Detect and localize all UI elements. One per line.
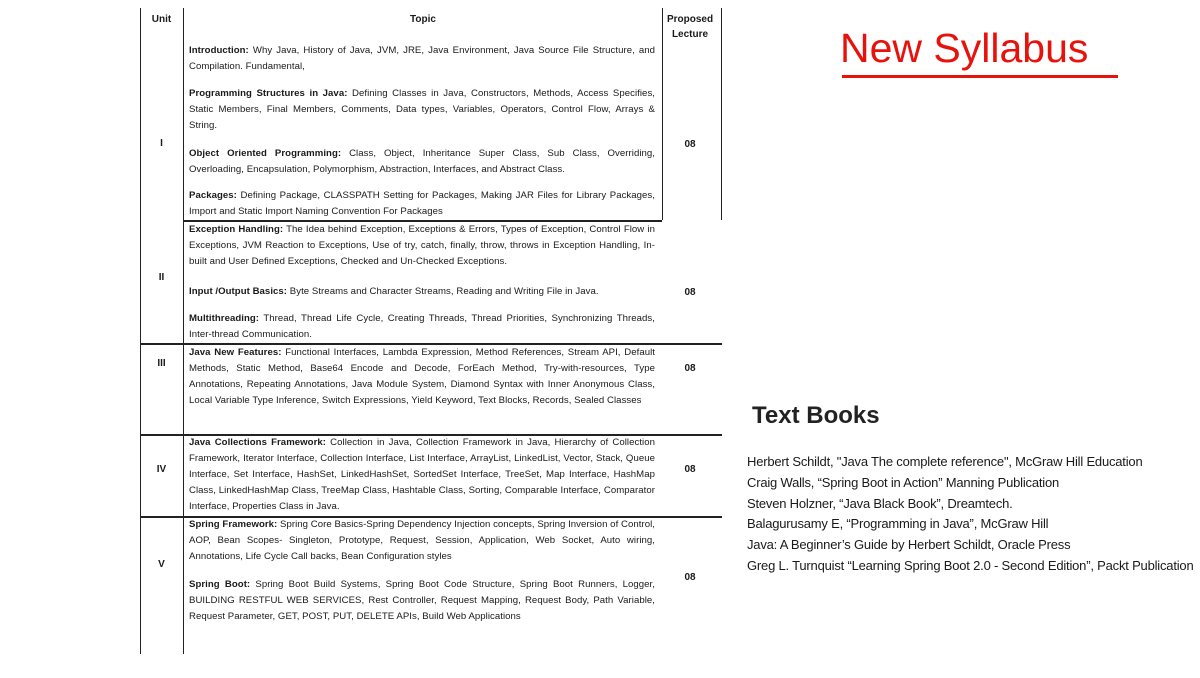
topic-text: Defining Classes in Java, Constructors, Methods, Access Specifies, Static Members, Final Members, Comments, Data types, Variables, Operators, Control Flow, Arrays & String. — [189, 88, 656, 131]
lecture-count-3: 08 — [684, 363, 696, 374]
topic-title: Object Oriented Programming: — [189, 148, 342, 159]
topic-title: Multithreading: — [189, 313, 260, 324]
topic-text: Class, Object, Inheritance Super Class, Sub Class, Overriding, Overloading, Encapsulation, Polymorphism, Abstraction, Interfaces, and Abstract Class. — [189, 148, 655, 175]
topic-title: Input /Output Basics: — [189, 286, 288, 297]
topic-title: Java Collections Framework: — [189, 437, 326, 448]
topic-text: The Idea behind Exception, Exceptions & Errors, Types of Exception, Control Flow in Exceptions, JVM Reaction to Exceptions, Use of try, catch, finally, throw, throws in Exception Handling, In-built and User Defined Exceptions, Checked and Un-Checked Exceptions. — [189, 224, 655, 267]
text-books-heading: Text Books — [752, 402, 880, 429]
topic-spring-boot — [189, 577, 655, 625]
text-book-item: Balagurusamy E, “Programming in Java”, McGraw Hill — [747, 516, 1049, 532]
lecture-count-1: 08 — [684, 139, 696, 150]
header-unit: Unit — [151, 14, 172, 25]
topic-text: Defining Package, CLASSPATH Setting for Packages, Making JAR Files for Library Packages, Import and Static Import Naming Convention For Packages — [189, 190, 655, 217]
unit-label-4: IV — [156, 464, 167, 475]
topic-oop — [189, 146, 655, 178]
text-book-item: Greg L. Turnquist “Learning Spring Boot 2.0 - Second Edition”, Packt Publication — [747, 557, 1194, 573]
topic-text: Spring Boot Build Systems, Spring Boot Code Structure, Spring Boot Runners, Logger, BUILDING RESTFUL WEB SERVICES, Rest Controller, Request Mapping, Request Body, Path Variable, Request Parameter, GET, POST, PUT, DELETE APIs, Build Web Applications — [189, 579, 655, 622]
topic-exception-handling — [189, 222, 655, 270]
text-book-item: Craig Walls, “Spring Boot in Action” Manning Publication — [747, 474, 1060, 490]
topic-title: Programming Structures in Java: — [189, 88, 348, 99]
lecture-count-2: 08 — [684, 287, 696, 298]
topic-title: Packages: — [189, 190, 237, 201]
topic-introduction — [189, 43, 655, 75]
topic-text: Spring Core Basics-Spring Dependency Injection concepts, Spring Inversion of Control, AOP, Bean Scopes- Singleton, Prototype, Request, Session, Application, Web Socket, Auto wiring, Annotations, Life Cycle Call backs, Bean Configuration styles — [189, 519, 656, 562]
header-topic: Topic — [410, 14, 436, 25]
topic-title: Spring Framework: — [189, 519, 278, 530]
topic-title: Java New Features: — [189, 347, 282, 358]
topic-collections-framework — [189, 435, 655, 515]
text-book-item: Steven Holzner, “Java Black Book”, Dreamtech. — [747, 495, 1013, 511]
table-left-border — [140, 8, 141, 654]
text-books-list — [747, 452, 1193, 577]
unit-label-2: II — [158, 272, 165, 283]
text-book-item: Herbert Schildt, "Java The complete reference", McGraw Hill Education — [747, 454, 1143, 469]
lecture-count-5: 08 — [684, 572, 696, 583]
topic-programming-structures — [189, 86, 655, 134]
syllabus-table — [140, 8, 722, 654]
topic-text: Byte Streams and Character Streams, Reading and Writing File in Java. — [289, 286, 599, 297]
topic-title: Exception Handling: — [189, 224, 284, 235]
unit-label-1: I — [160, 138, 163, 149]
lecture-count-4: 08 — [684, 464, 696, 475]
topic-io-basics — [189, 284, 655, 300]
topic-text: Thread, Thread Life Cycle, Creating Threads, Thread Priorities, Synchronizing Threads, Inter-thread Communication. — [189, 313, 655, 340]
text-book-item: Java: A Beginner’s Guide by Herbert Schildt, Oracle Press — [747, 537, 1071, 553]
unit-label-5: V — [158, 559, 165, 570]
topic-multithreading — [189, 311, 655, 343]
header-proposed-lecture: Proposed Lecture — [666, 14, 714, 40]
new-syllabus-underline — [842, 75, 1118, 78]
topic-title: Introduction: — [189, 45, 249, 56]
topic-text: Collection in Java, Collection Framework in Java, Hierarchy of Collection Framework, Iterator Interface, Collection Interface, List Interface, ArrayList, LinkedList, Vector, Stack, Queue Interface, Set Interface, HashSet, LinkedHashSet, SortedSet Interface, TreeSet, Map Interface, HashMap Class, LinkedHashMap Class, TreeMap Class, Hashtable Class, Sorting, Comparable Interface, Comparator Interface, Properties Class in Java. — [189, 437, 655, 512]
topic-text: Why Java, History of Java, JVM, JRE, Java Environment, Java Source File Structure, and Compilation. Fundamental, — [189, 45, 656, 72]
topic-text: Functional Interfaces, Lambda Expression, Method References, Stream API, Default Methods, Static Method, Base64 Encode and Decode, ForEach Method, Try-with-resources, Type Annotations, Repeating Annotations, Java Module System, Diamond Syntax with Inner Anonymous Class, Local Variable Type Inference, Switch Expressions, Yield Keyword, Text Blocks, Records, Sealed Classes — [189, 347, 655, 406]
topic-java-new-features — [189, 345, 655, 409]
topic-title: Spring Boot: — [189, 579, 251, 590]
topic-spring-framework — [189, 517, 655, 565]
new-syllabus-title: New Syllabus — [840, 25, 1089, 71]
topic-packages — [189, 188, 655, 220]
unit-label-3: III — [157, 358, 166, 369]
table-unit-divider — [183, 8, 184, 654]
table-right-border-upper — [721, 8, 722, 220]
